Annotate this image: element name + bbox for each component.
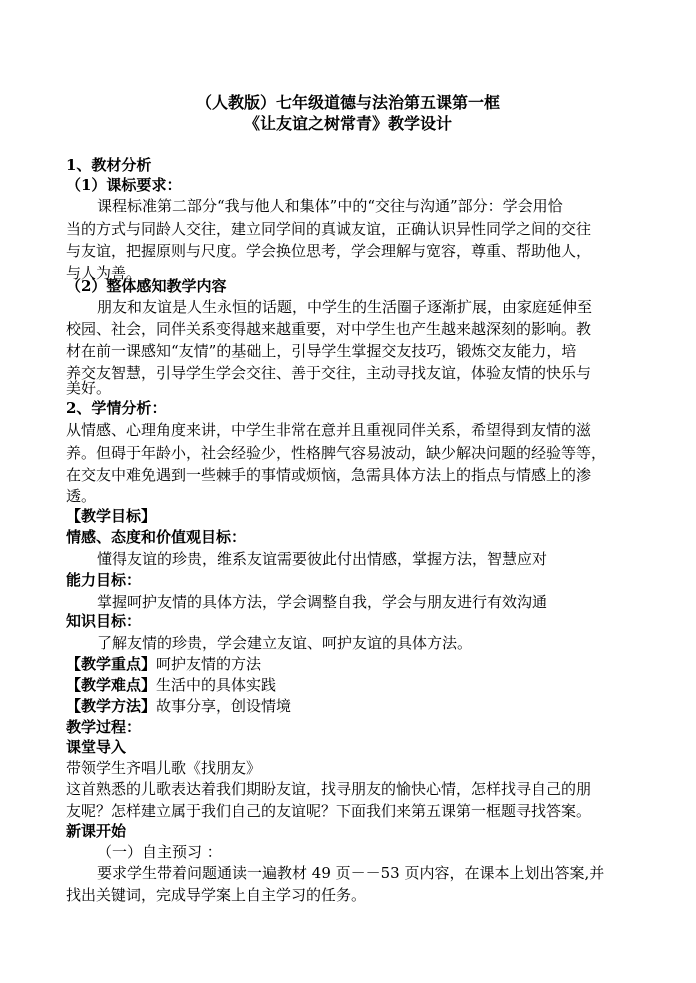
heading-teaching-process: 教学过程： [66,718,142,736]
paragraph-line: 找出关键词，完成导学案上自主学习的任务。 [66,886,367,904]
method-value: 故事分享，创设情境 [156,697,292,715]
paragraph-line: 当的方式与同龄人交往，建立同学间的真诚友谊，正确认识异性同学之间的交往 [66,220,592,238]
paragraph-line: 从情感、心理角度来讲，中学生非常在意并且重视同伴关系，希望得到友情的滋 [66,421,592,439]
goal-text: 了解友情的珍贵，学会建立友谊、呵护友谊的具体方法。 [97,634,473,652]
paragraph-line: 养交友智慧，引导学生学会交往、善于交往，主动寻找友谊，体验友情的快乐与 [66,364,592,382]
paragraph-line: 带领学生齐唱儿歌《找朋友》 [66,759,262,777]
paragraph-line: 课程标准第二部分“我与他人和集体”中的“交往与沟通”部分：学会用恰 [97,197,563,215]
paragraph-line: 养。但碍于年龄小，社会经验少，性格脾气容易波动，缺少解决问题的经验等等， [66,444,607,462]
teaching-method [66,695,646,717]
teaching-difficulty [66,674,646,696]
heading-new-lesson: 新课开始 [66,822,127,840]
subheading-overall-content: （2）整体感知教学内容 [66,277,227,295]
teaching-key-point [66,653,646,675]
document-title-line-2: 《让友谊之树常青》教学设计 [243,114,452,133]
paragraph-line: 透。 [66,487,97,505]
step-self-preview: （一）自主预习 ： [97,843,222,861]
paragraph-line: 与人为善。 [66,264,142,282]
heading-teaching-objectives: 【教学目标】 [66,507,157,525]
heading-emotional-goals: 情感、态度和价值观目标： [66,528,247,546]
subheading-curriculum-requirements: （1）课标要求： [66,176,182,194]
heading-knowledge-goals: 知识目标： [66,612,142,630]
goal-text: 懂得友谊的珍贵，维系友谊需要彼此付出情感，掌握方法，智慧应对 [97,550,548,568]
difficulty-value: 生活中的具体实践 [156,676,277,694]
heading-lesson-introduction: 课堂导入 [66,738,127,756]
paragraph-line: 这首熟悉的儿歌表达着我们期盼友谊，找寻朋友的愉快心情，怎样找寻自己的朋 [66,780,592,798]
method-label: 【教学方法】 [66,697,157,715]
paragraph-line: 材在前一课感知“友情”的基础上，引导学生掌握交友技巧，锻炼交友能力，培 [66,342,577,360]
paragraph-line: 校园、社会，同伴关系变得越来越重要，对中学生也产生越来越深刻的影响。教 [66,320,592,338]
paragraph-line: 朋友和友谊是人生永恒的话题，中学生的生活圈子逐渐扩展，由家庭延伸至 [97,298,593,316]
goal-text: 掌握呵护友情的具体方法，学会调整自我，学会与朋友进行有效沟通 [97,593,548,611]
paragraph-line: 要求学生带着问题通读一遍教材 49 页－－53 页内容，在课本上划出答案,并 [97,864,605,882]
key-point-value: 呵护友情的方法 [156,655,262,673]
heading-ability-goals: 能力目标： [66,571,142,589]
section-heading-textbook-analysis: 1、教材分析 [66,156,152,174]
paragraph-line: 在交友中难免遇到一些棘手的事情或烦恼，急需具体方法上的指点与情感上的渗 [66,466,592,484]
paragraph-line: 美好。 [66,379,112,397]
difficulty-label: 【教学难点】 [66,676,157,694]
paragraph-line: 与友谊，把握原则与尺度。学会换位思考，学会理解与宽容，尊重、帮助他人， [66,242,592,260]
document-title-line-1: （人教版）七年级道德与法治第五课第一框 [195,93,500,112]
paragraph-line: 友呢？怎样建立属于我们自己的友谊呢？下面我们来第五课第一框题寻找答案。 [66,802,592,820]
section-heading-learner-analysis: 2、学情分析： [66,399,167,417]
key-point-label: 【教学重点】 [66,655,157,673]
